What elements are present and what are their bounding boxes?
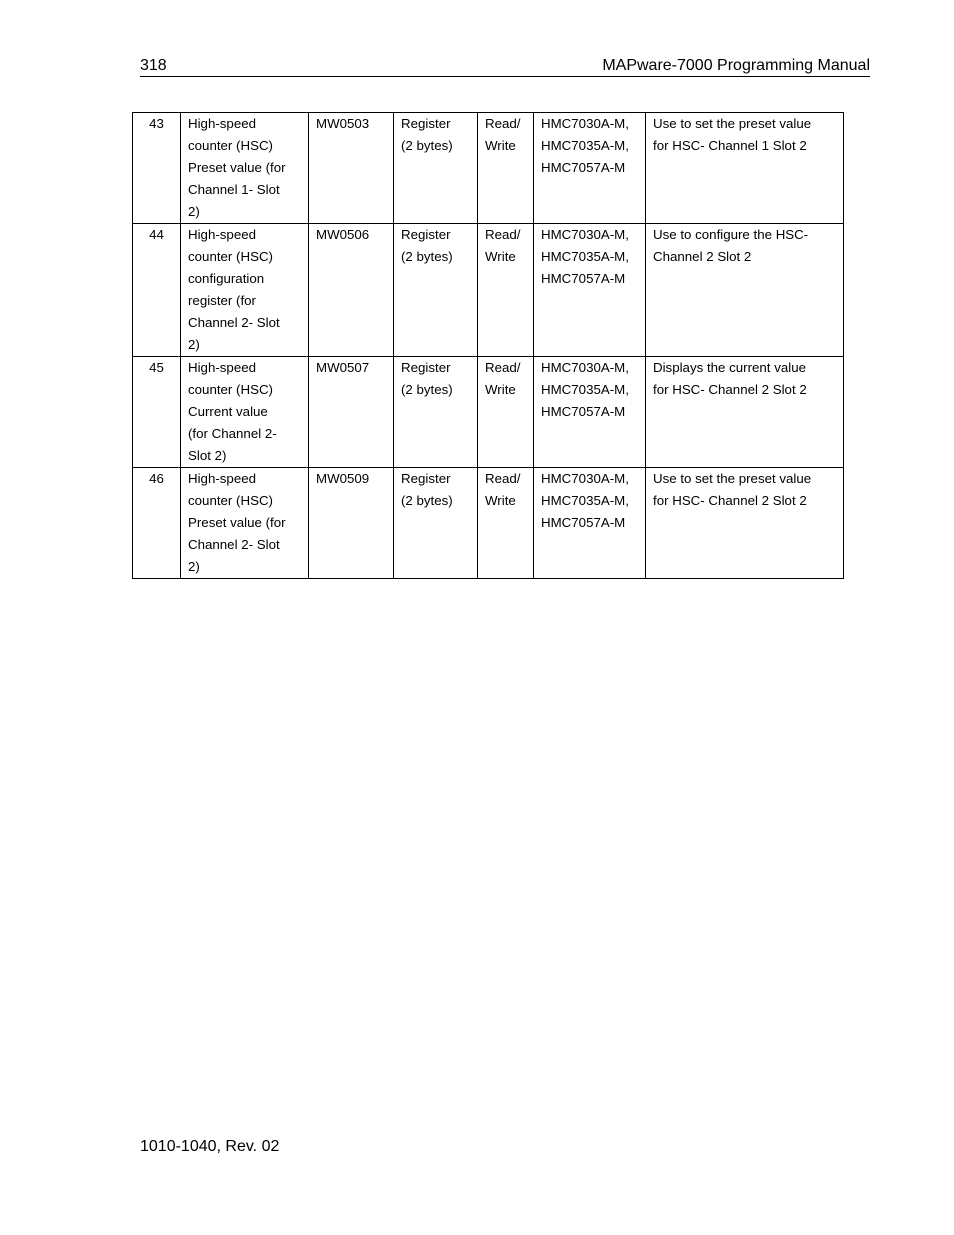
type-cell: Register (2 bytes) bbox=[394, 357, 478, 468]
access-cell: Read/ Write bbox=[478, 113, 534, 224]
usage-cell: Use to configure the HSC- Channel 2 Slot 2 bbox=[646, 224, 844, 357]
description-cell: High-speed counter (HSC) Preset value (for Channel 1- Slot 2) bbox=[181, 113, 309, 224]
usage-cell: Use to set the preset value for HSC- Channel 1 Slot 2 bbox=[646, 113, 844, 224]
page-footer: 1010-1040, Rev. 02 bbox=[140, 1138, 280, 1155]
type-cell: Register (2 bytes) bbox=[394, 113, 478, 224]
row-number: 43 bbox=[133, 113, 181, 224]
type-cell: Register (2 bytes) bbox=[394, 224, 478, 357]
description-cell: High-speed counter (HSC) configuration register (for Channel 2- Slot 2) bbox=[181, 224, 309, 357]
type-cell: Register (2 bytes) bbox=[394, 468, 478, 579]
table-row bbox=[133, 224, 844, 357]
table-row bbox=[133, 468, 844, 579]
register-table bbox=[132, 112, 844, 579]
access-cell: Read/ Write bbox=[478, 468, 534, 579]
models-cell: HMC7030A-M, HMC7035A-M, HMC7057A-M bbox=[534, 224, 646, 357]
description-cell: High-speed counter (HSC) Current value (for Channel 2- Slot 2) bbox=[181, 357, 309, 468]
address-cell: MW0507 bbox=[309, 357, 394, 468]
models-cell: HMC7030A-M, HMC7035A-M, HMC7057A-M bbox=[534, 357, 646, 468]
access-cell: Read/ Write bbox=[478, 357, 534, 468]
address-cell: MW0509 bbox=[309, 468, 394, 579]
page-number: 318 bbox=[140, 57, 167, 74]
page-header bbox=[140, 56, 870, 77]
address-cell: MW0503 bbox=[309, 113, 394, 224]
access-cell: Read/ Write bbox=[478, 224, 534, 357]
usage-cell: Use to set the preset value for HSC- Channel 2 Slot 2 bbox=[646, 468, 844, 579]
header-title: MAPware-7000 Programming Manual bbox=[602, 57, 870, 74]
models-cell: HMC7030A-M, HMC7035A-M, HMC7057A-M bbox=[534, 113, 646, 224]
row-number: 44 bbox=[133, 224, 181, 357]
row-number: 46 bbox=[133, 468, 181, 579]
description-cell: High-speed counter (HSC) Preset value (for Channel 2- Slot 2) bbox=[181, 468, 309, 579]
table-row bbox=[133, 357, 844, 468]
address-cell: MW0506 bbox=[309, 224, 394, 357]
row-number: 45 bbox=[133, 357, 181, 468]
usage-cell: Displays the current value for HSC- Channel 2 Slot 2 bbox=[646, 357, 844, 468]
table-row bbox=[133, 113, 844, 224]
models-cell: HMC7030A-M, HMC7035A-M, HMC7057A-M bbox=[534, 468, 646, 579]
